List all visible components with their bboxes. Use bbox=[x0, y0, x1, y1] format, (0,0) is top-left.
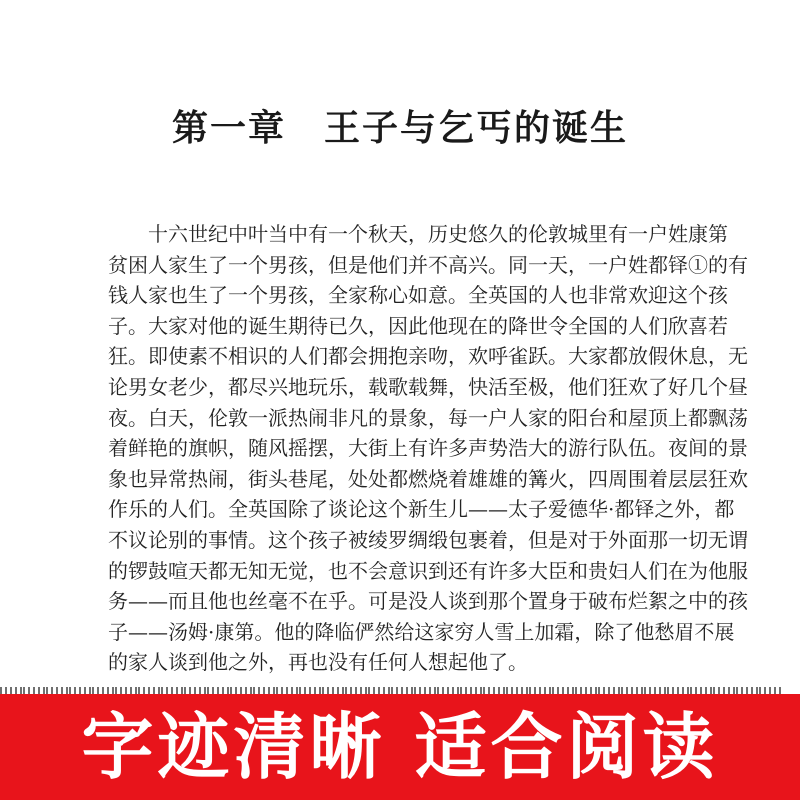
paragraph-line: 不议论别的事情。这个孩子被绫罗绸缎包裹着，但是对于外面那一切无谓 bbox=[108, 527, 748, 552]
paragraph-line: 象也异常热闹，街头巷尾，处处都燃烧着雄雄的篝火，四周围着层层狂欢 bbox=[108, 466, 748, 491]
paragraph-line: 着鲜艳的旗帜，随风摇摆，大街上有许多声势浩大的游行队伍。夜间的景 bbox=[108, 436, 748, 461]
chapter-body bbox=[108, 219, 748, 678]
promo-banner bbox=[0, 694, 800, 800]
paragraph-line: 的锣鼓喧天都无知无觉，也不会意识到还有许多大臣和贵妇人们在为他服 bbox=[108, 558, 748, 583]
banner-text: 字迹清晰 适合阅读 bbox=[81, 705, 719, 789]
chapter-title: 第一章 王子与乞丐的诞生 bbox=[171, 107, 628, 149]
paragraph-line: 的家人谈到他之外，再也没有任何人想起他了。 bbox=[108, 650, 528, 675]
paragraph-line: 子。大家对他的诞生期待已久，因此他现在的降世令全国的人们欣喜若 bbox=[108, 313, 728, 338]
paragraph-line: 夜。白天，伦敦一派热闹非凡的景象，每一户人家的阳台和屋顶上都飘荡 bbox=[108, 405, 748, 430]
paragraph-line: 务——而且他也丝毫不在乎。可是没人谈到那个置身于破布烂絮之中的孩 bbox=[108, 589, 748, 614]
paragraph-line: 钱人家也生了一个男孩，全家称心如意。全英国的人也非常欢迎这个孩 bbox=[108, 283, 728, 308]
paragraph-line: 十六世纪中叶当中有一个秋天，历史悠久的伦敦城里有一户姓康第 bbox=[148, 222, 728, 246]
paragraph-line: 贫困人家生了一个男孩，但是他们并不高兴。同一天，一户姓都铎①的有 bbox=[108, 252, 748, 277]
paragraph-line: 子——汤姆·康第。他的降临俨然给这家穷人雪上加霜，除了他愁眉不展 bbox=[108, 619, 735, 644]
paragraph-line: 作乐的人们。全英国除了谈论这个新生儿——太子爱德华·都铎之外，都 bbox=[108, 497, 735, 522]
paragraph-line: 论男女老少，都尽兴地玩乐，载歌载舞，快活至极，他们狂欢了好几个昼 bbox=[108, 374, 748, 399]
paragraph-line: 狂。即使素不相识的人们都会拥抱亲吻，欢呼雀跃。大家都放假休息，无 bbox=[108, 344, 748, 369]
